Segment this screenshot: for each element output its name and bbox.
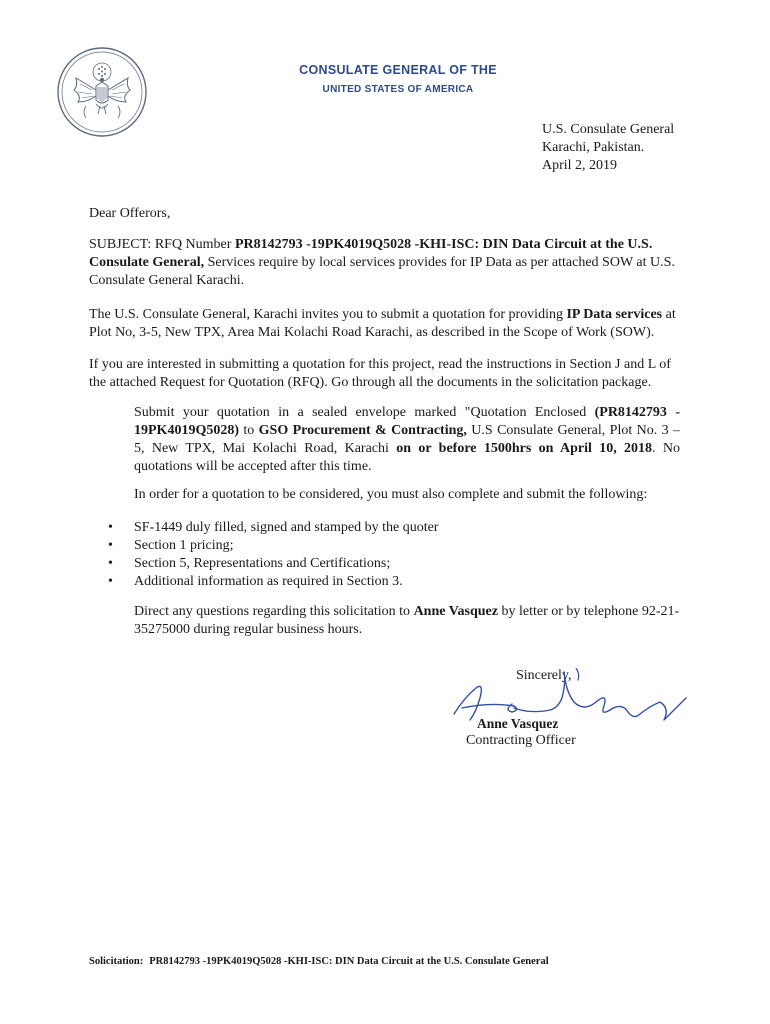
list-item	[108, 519, 438, 537]
submission-text-e: . No quotations will be accepted after this time.	[134, 441, 680, 474]
signer-name: Anne Vasquez	[477, 716, 559, 731]
bullet-marker: •	[108, 520, 113, 535]
consulate-header-line1: CONSULATE GENERAL OF THE	[299, 63, 497, 77]
list-item-text: Section 1 pricing;	[134, 538, 234, 553]
submission-paragraph	[134, 404, 680, 476]
address-line2: Karachi, Pakistan.	[542, 140, 645, 155]
submission-text-a: Submit your quotation in a sealed envelope marked "Quotation Enclosed	[134, 405, 595, 420]
instructions-paragraph: If you are interested in submitting a quotation for this project, read the instructions in Section J and L of the attached Request for Quotation (RFQ). Go through all the documents in the solicitation package.	[89, 357, 671, 390]
requirements-intro: In order for a quotation to be considered, you must also complete and submit the following:	[134, 487, 648, 502]
address-block	[542, 121, 674, 175]
bullet-marker: •	[108, 556, 113, 571]
bullet-marker: •	[108, 574, 113, 589]
salutation: Dear Offerors,	[89, 206, 171, 221]
submission-office: GSO Procurement & Contracting,	[258, 423, 467, 438]
submission-deadline: on or before 1500hrs on April 10, 2018	[396, 441, 653, 456]
subject-rest: Services require by local services provides for IP Data as per attached SOW at U.S. Consulate General Karachi.	[89, 255, 675, 288]
requirements-list	[108, 519, 438, 591]
invitation-service: IP Data services	[566, 307, 663, 322]
letter-date: April 2, 2019	[542, 158, 618, 173]
contact-text-b: by letter or by telephone 92-21-35275000 during regular business hours.	[134, 604, 680, 637]
list-item	[108, 573, 438, 591]
list-item-text: Additional information as required in Section 3.	[134, 574, 403, 589]
subject-rfq-title: PR8142793 -19PK4019Q5028 -KHI-ISC: DIN Data Circuit at the U.S. Consulate General,	[89, 237, 653, 270]
subject-prefix: SUBJECT: RFQ Number	[89, 237, 235, 252]
submission-text-d: U.S Consulate General, Plot No. 3 – 5, New TPX, Mai Kolachi Road, Karachi	[134, 423, 680, 456]
list-item	[108, 555, 438, 573]
invitation-text-b: at Plot No, 3-5, New TPX, Area Mai Kolachi Road Karachi, as described in the Scope of Work (SOW).	[89, 307, 676, 340]
list-item-text: Section 5, Representations and Certifications;	[134, 556, 391, 571]
consulate-header-line2: UNITED STATES OF AMERICA	[322, 84, 474, 95]
contact-paragraph	[134, 603, 680, 639]
invitation-text-a: The U.S. Consulate General, Karachi invites you to submit a quotation for providing	[89, 307, 567, 322]
list-item	[108, 537, 438, 555]
invitation-paragraph	[89, 306, 683, 342]
contact-text-a: Direct any questions regarding this solicitation to	[134, 604, 414, 619]
footer-label: Solicitation:	[89, 956, 144, 967]
us-seal-logo	[56, 46, 148, 138]
footer-text: PR8142793 -19PK4019Q5028 -KHI-ISC: DIN Data Circuit at the U.S. Consulate General	[149, 956, 549, 967]
contact-name: Anne Vasquez	[413, 604, 498, 619]
solicitation-footer	[89, 956, 549, 967]
submission-text-c: to	[239, 423, 259, 438]
bullet-marker: •	[108, 538, 113, 553]
subject-line	[89, 236, 683, 290]
submission-rfq-number: (PR8142793 - 19PK4019Q5028)	[134, 405, 680, 438]
signer-title: Contracting Officer	[466, 733, 576, 748]
list-item-text: SF-1449 duly filled, signed and stamped by the quoter	[134, 520, 439, 535]
address-line1: U.S. Consulate General	[542, 122, 675, 137]
closing: Sincerely,	[516, 668, 572, 683]
